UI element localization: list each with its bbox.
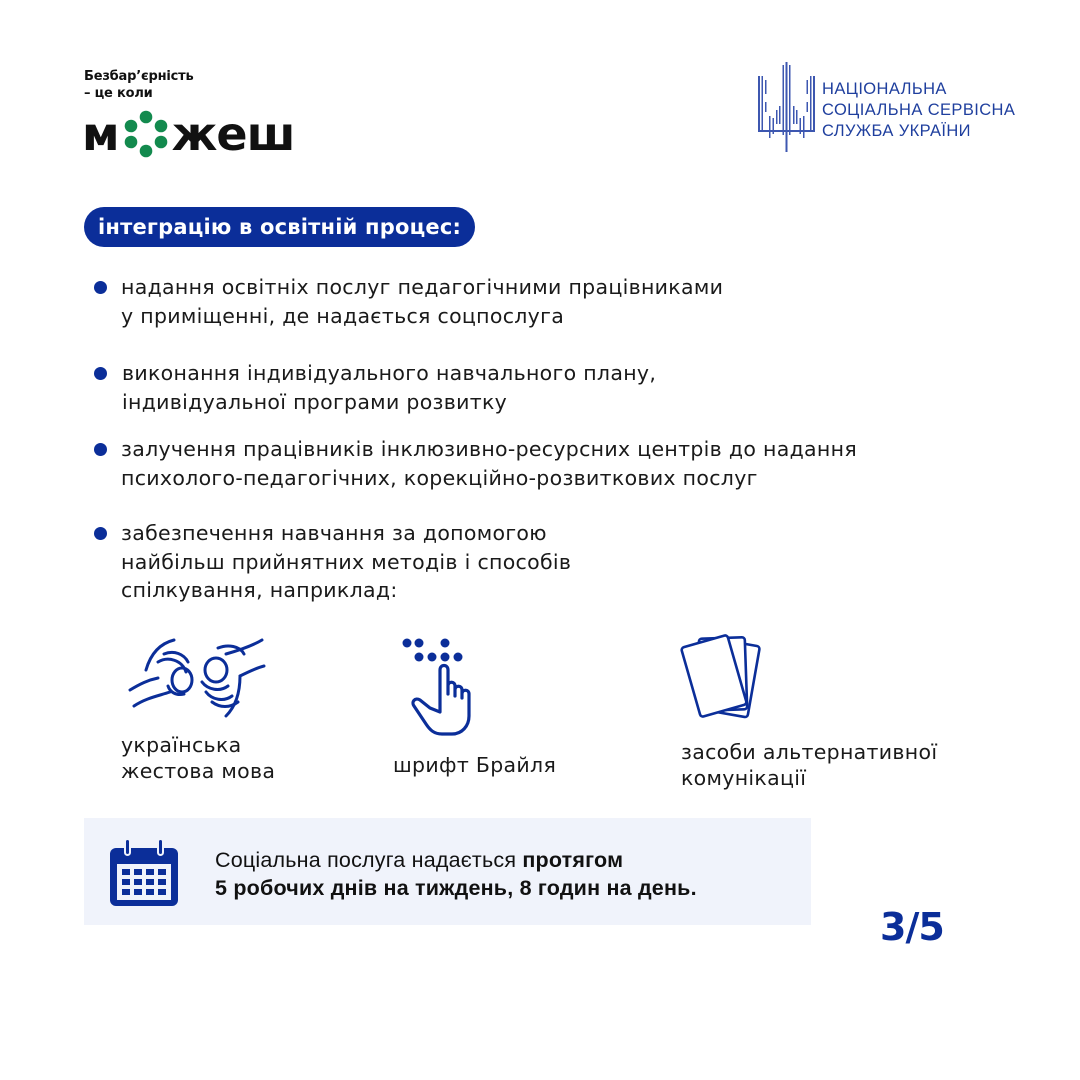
method-label-line: жестова мова [121,759,276,783]
tagline-line-2: – це коли [84,86,153,101]
cards-icon [678,632,768,724]
schedule-text-bold: протягом [522,848,624,872]
trident-emblem-icon [756,62,818,152]
page-number: 3/5 [880,905,944,949]
brand-rest: жеш [171,107,295,161]
bullet-line: залучення працівників інклюзивно-ресурсних центрів до надання [121,437,857,461]
bullet-line: спілкування, наприклад: [121,578,398,602]
method-label-line: комунікації [681,766,807,790]
tagline-line-1: Безбар’єрність [84,69,194,84]
schedule-text-bold-line: 5 робочих днів на тиждень, 8 годин на день. [215,876,697,900]
org-name [822,79,1015,142]
bullet-line: індивідуальної програми розвитку [122,389,508,414]
bullet-line: психолого-педагогічних, корекційно-розвиткових послуг [121,465,758,490]
org-name-line-3: СЛУЖБА УКРАЇНИ [822,122,971,140]
green-dots-icon [122,110,170,158]
schedule-info-box [84,818,811,925]
bullet-dot [94,281,107,294]
org-name-line-2: СОЦІАЛЬНА СЕРВІСНА [822,101,1016,119]
method-label-line: шрифт Брайля [393,753,557,777]
bullet-line: найбільш прийнятних методів і способів [121,549,572,574]
list-item [94,359,974,419]
brand-first-letter: м [82,107,119,161]
sign-language-hands-icon [128,632,268,722]
list-item [94,273,974,333]
bullet-line: виконання індивідуального навчального плану, [122,361,657,385]
schedule-text [215,846,697,902]
bullet-line: у приміщенні, де надається соцпослуга [121,303,565,328]
org-name-line-1: НАЦІОНАЛЬНА [822,80,947,98]
method-label-line: українська [121,733,242,757]
method-label [393,752,556,778]
bullet-line: надання освітніх послуг педагогічними працівниками [121,275,724,299]
list-item [94,519,974,607]
bullet-dot [94,443,107,456]
bullet-dot [94,527,107,540]
braille-hand-icon [398,636,488,740]
bullet-line: забезпечення навчання за допомогою [121,521,547,545]
calendar-icon [108,838,180,908]
method-label [681,739,937,791]
bullet-dot [94,367,107,380]
section-heading: інтеграцію в освітній процес: [84,207,475,247]
method-label [121,732,275,784]
schedule-text-regular: Соціальна послуга надається [215,848,523,872]
tagline [84,68,193,102]
method-label-line: засоби альтернативної [681,740,938,764]
list-item [94,435,974,495]
brand-logo [82,108,294,160]
